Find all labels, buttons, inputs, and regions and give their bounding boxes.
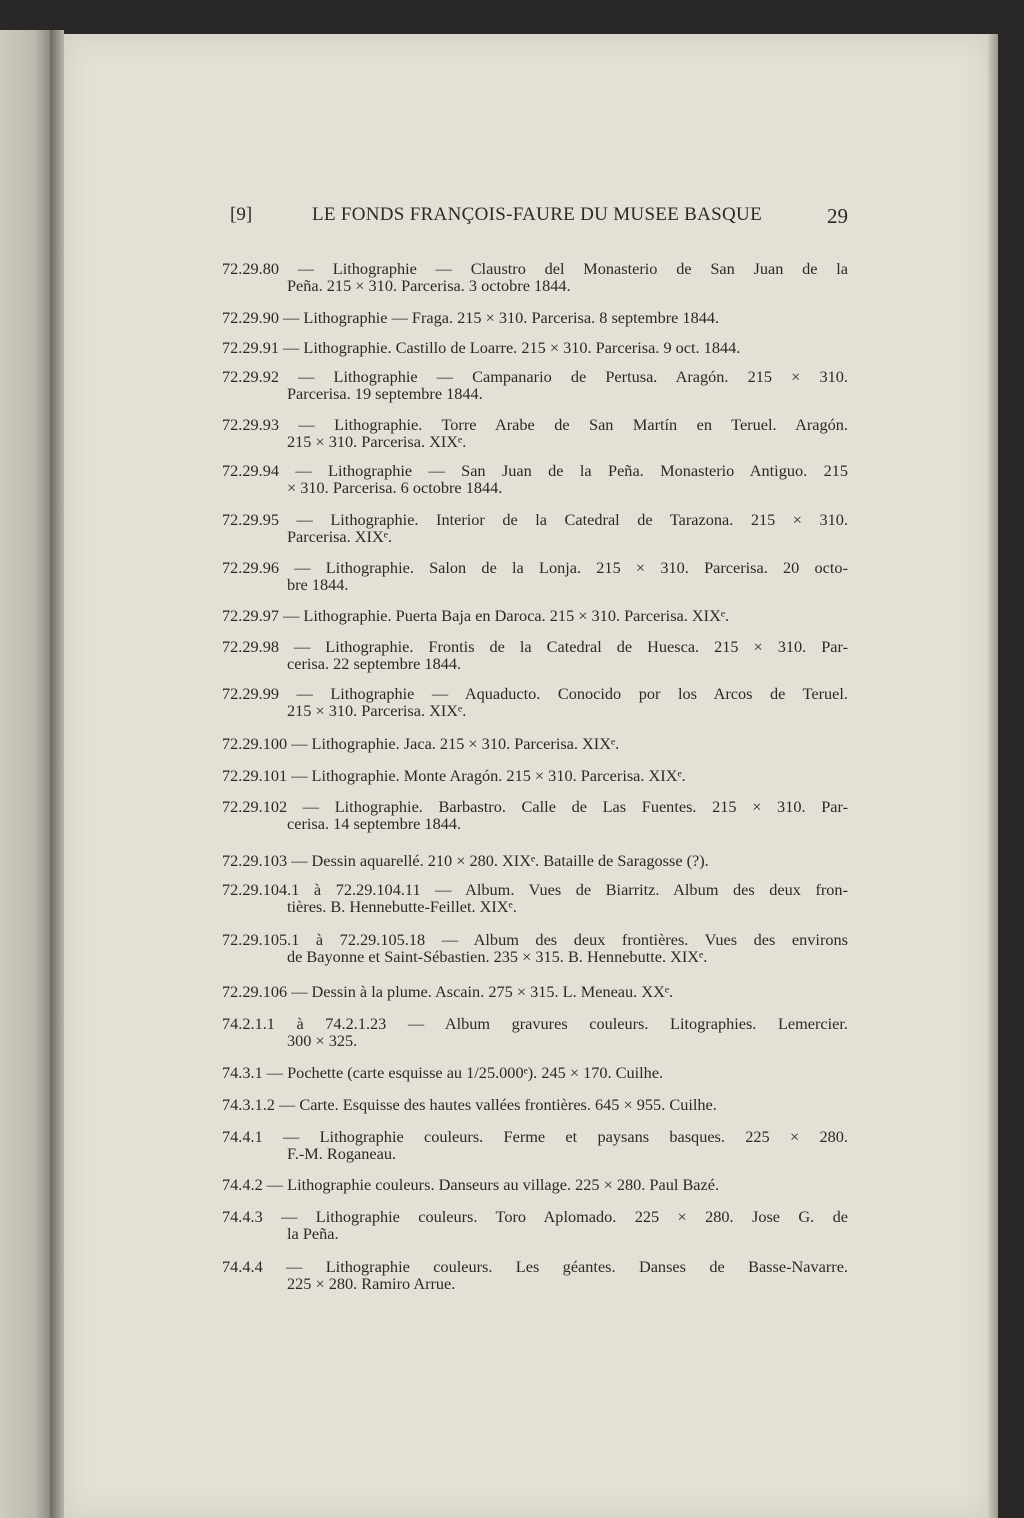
entry-continuation-line: × 310. Parcerisa. 6 octobre 1844.	[287, 478, 503, 497]
catalogue-entry	[222, 607, 848, 624]
running-title: LE FONDS FRANÇOIS-FAURE DU MUSEE BASQUE	[312, 204, 762, 225]
entry-continuation-line: Peña. 215 × 310. Parcerisa. 3 octobre 1844.	[287, 276, 571, 295]
catalogue-entry	[222, 1176, 848, 1193]
catalogue-entry	[222, 735, 848, 752]
entry-continuation-line: cerisa. 22 septembre 1844.	[287, 654, 462, 673]
book-gutter	[50, 30, 64, 1518]
entry-continuation-line: cerisa. 14 septembre 1844.	[287, 814, 462, 833]
entry-first-line: 72.29.93 — Lithographie. Torre Arabe de San Martín en Teruel. Aragón.	[222, 415, 848, 434]
catalogue-entry	[222, 462, 848, 496]
catalogue-entry	[222, 416, 848, 450]
entry-continuation-line: Parcerisa. XIXᵉ.	[287, 527, 392, 546]
catalogue-entry	[222, 881, 848, 915]
catalogue-entry	[222, 983, 848, 1000]
catalogue-entry	[222, 931, 848, 965]
entry-continuation-line: la Peña.	[287, 1224, 339, 1243]
running-header	[222, 204, 848, 230]
entry-first-line: 72.29.95 — Lithographie. Interior de la Catedral de Tarazona. 215 × 310.	[222, 510, 848, 529]
catalogue-entry	[222, 852, 848, 869]
entry-first-line: 72.29.102 — Lithographie. Barbastro. Calle de Las Fuentes. 215 × 310. Par-	[222, 797, 848, 816]
entry-first-line: 72.29.106 — Dessin à la plume. Ascain. 275 × 315. L. Meneau. XXᵉ.	[222, 982, 674, 1001]
entry-continuation-line: de Bayonne et Saint-Sébastien. 235 × 315. B. Hennebutte. XIXᵉ.	[287, 947, 708, 966]
catalogue-entry	[222, 1015, 848, 1049]
entry-first-line: 72.29.104.1 à 72.29.104.11 — Album. Vues de Biarritz. Album des deux fron-	[222, 880, 848, 899]
left-page-edge	[0, 30, 50, 1518]
catalogue-entry	[222, 798, 848, 832]
entry-first-line: 74.4.1 — Lithographie couleurs. Ferme et paysans basques. 225 × 280.	[222, 1127, 848, 1146]
catalogue-entry	[222, 1064, 848, 1081]
entry-first-line: 72.29.80 — Lithographie — Claustro del Monasterio de San Juan de la	[222, 259, 848, 278]
entry-continuation-line: 300 × 325.	[287, 1031, 358, 1050]
catalogue-entry	[222, 559, 848, 593]
catalogue-entry	[222, 1208, 848, 1242]
catalogue-entry	[222, 339, 848, 356]
catalogue-entry	[222, 638, 848, 672]
catalogue-entry	[222, 260, 848, 294]
entry-first-line: 72.29.92 — Lithographie — Campanario de Pertusa. Aragón. 215 × 310.	[222, 367, 848, 386]
catalogue-entry	[222, 767, 848, 784]
entry-continuation-line: 215 × 310. Parcerisa. XIXᵉ.	[287, 432, 467, 451]
entry-first-line: 74.4.3 — Lithographie couleurs. Toro Aplomado. 225 × 280. Jose G. de	[222, 1207, 848, 1226]
entry-continuation-line: tières. B. Hennebutte-Feillet. XIXᵉ.	[287, 897, 517, 916]
catalogue-entry	[222, 1096, 848, 1113]
entry-first-line: 72.29.96 — Lithographie. Salon de la Lonja. 215 × 310. Parcerisa. 20 octo-	[222, 558, 848, 577]
catalogue-entry	[222, 511, 848, 545]
catalogue-entry	[222, 1258, 848, 1292]
entry-continuation-line: 225 × 280. Ramiro Arrue.	[287, 1274, 456, 1293]
catalogue-entry	[222, 685, 848, 719]
entry-first-line: 72.29.101 — Lithographie. Monte Aragón. 215 × 310. Parcerisa. XIXᵉ.	[222, 766, 686, 785]
entry-first-line: 72.29.105.1 à 72.29.105.18 — Album des deux frontières. Vues des environs	[222, 930, 848, 949]
entry-first-line: 74.4.2 — Lithographie couleurs. Danseurs au village. 225 × 280. Paul Bazé.	[222, 1175, 720, 1194]
entry-first-line: 72.29.103 — Dessin aquarellé. 210 × 280. XIXᵉ. Bataille de Saragosse (?).	[222, 851, 709, 870]
page-number: 29	[827, 204, 848, 228]
entry-continuation-line: bre 1844.	[287, 575, 349, 594]
catalogue-entry	[222, 309, 848, 326]
entry-first-line: 72.29.97 — Lithographie. Puerta Baja en Daroca. 215 × 310. Parcerisa. XIXᵉ.	[222, 606, 730, 625]
entry-first-line: 74.4.4 — Lithographie couleurs. Les géantes. Danses de Basse-Navarre.	[222, 1257, 848, 1276]
section-number: [9]	[230, 204, 253, 225]
page-edge	[988, 34, 998, 1518]
entry-first-line: 74.3.1 — Pochette (carte esquisse au 1/25.000ᵉ). 245 × 170. Cuilhe.	[222, 1063, 664, 1082]
entry-continuation-line: 215 × 310. Parcerisa. XIXᵉ.	[287, 701, 467, 720]
entry-first-line: 74.2.1.1 à 74.2.1.23 — Album gravures couleurs. Litographies. Lemercier.	[222, 1014, 848, 1033]
entry-first-line: 72.29.99 — Lithographie — Aquaducto. Conocido por los Arcos de Teruel.	[222, 684, 848, 703]
entry-first-line: 74.3.1.2 — Carte. Esquisse des hautes vallées frontières. 645 × 955. Cuilhe.	[222, 1095, 717, 1114]
entry-first-line: 72.29.91 — Lithographie. Castillo de Loarre. 215 × 310. Parcerisa. 9 oct. 1844.	[222, 338, 741, 357]
entry-first-line: 72.29.94 — Lithographie — San Juan de la Peña. Monasterio Antiguo. 215	[222, 461, 848, 480]
catalogue-entry	[222, 1128, 848, 1162]
entry-continuation-line: Parcerisa. 19 septembre 1844.	[287, 384, 483, 403]
entry-continuation-line: F.-M. Roganeau.	[287, 1144, 397, 1163]
entry-first-line: 72.29.98 — Lithographie. Frontis de la Catedral de Huesca. 215 × 310. Par-	[222, 637, 848, 656]
entry-first-line: 72.29.100 — Lithographie. Jaca. 215 × 310. Parcerisa. XIXᵉ.	[222, 734, 620, 753]
catalogue-entry	[222, 368, 848, 402]
entry-first-line: 72.29.90 — Lithographie — Fraga. 215 × 310. Parcerisa. 8 septembre 1844.	[222, 308, 720, 327]
